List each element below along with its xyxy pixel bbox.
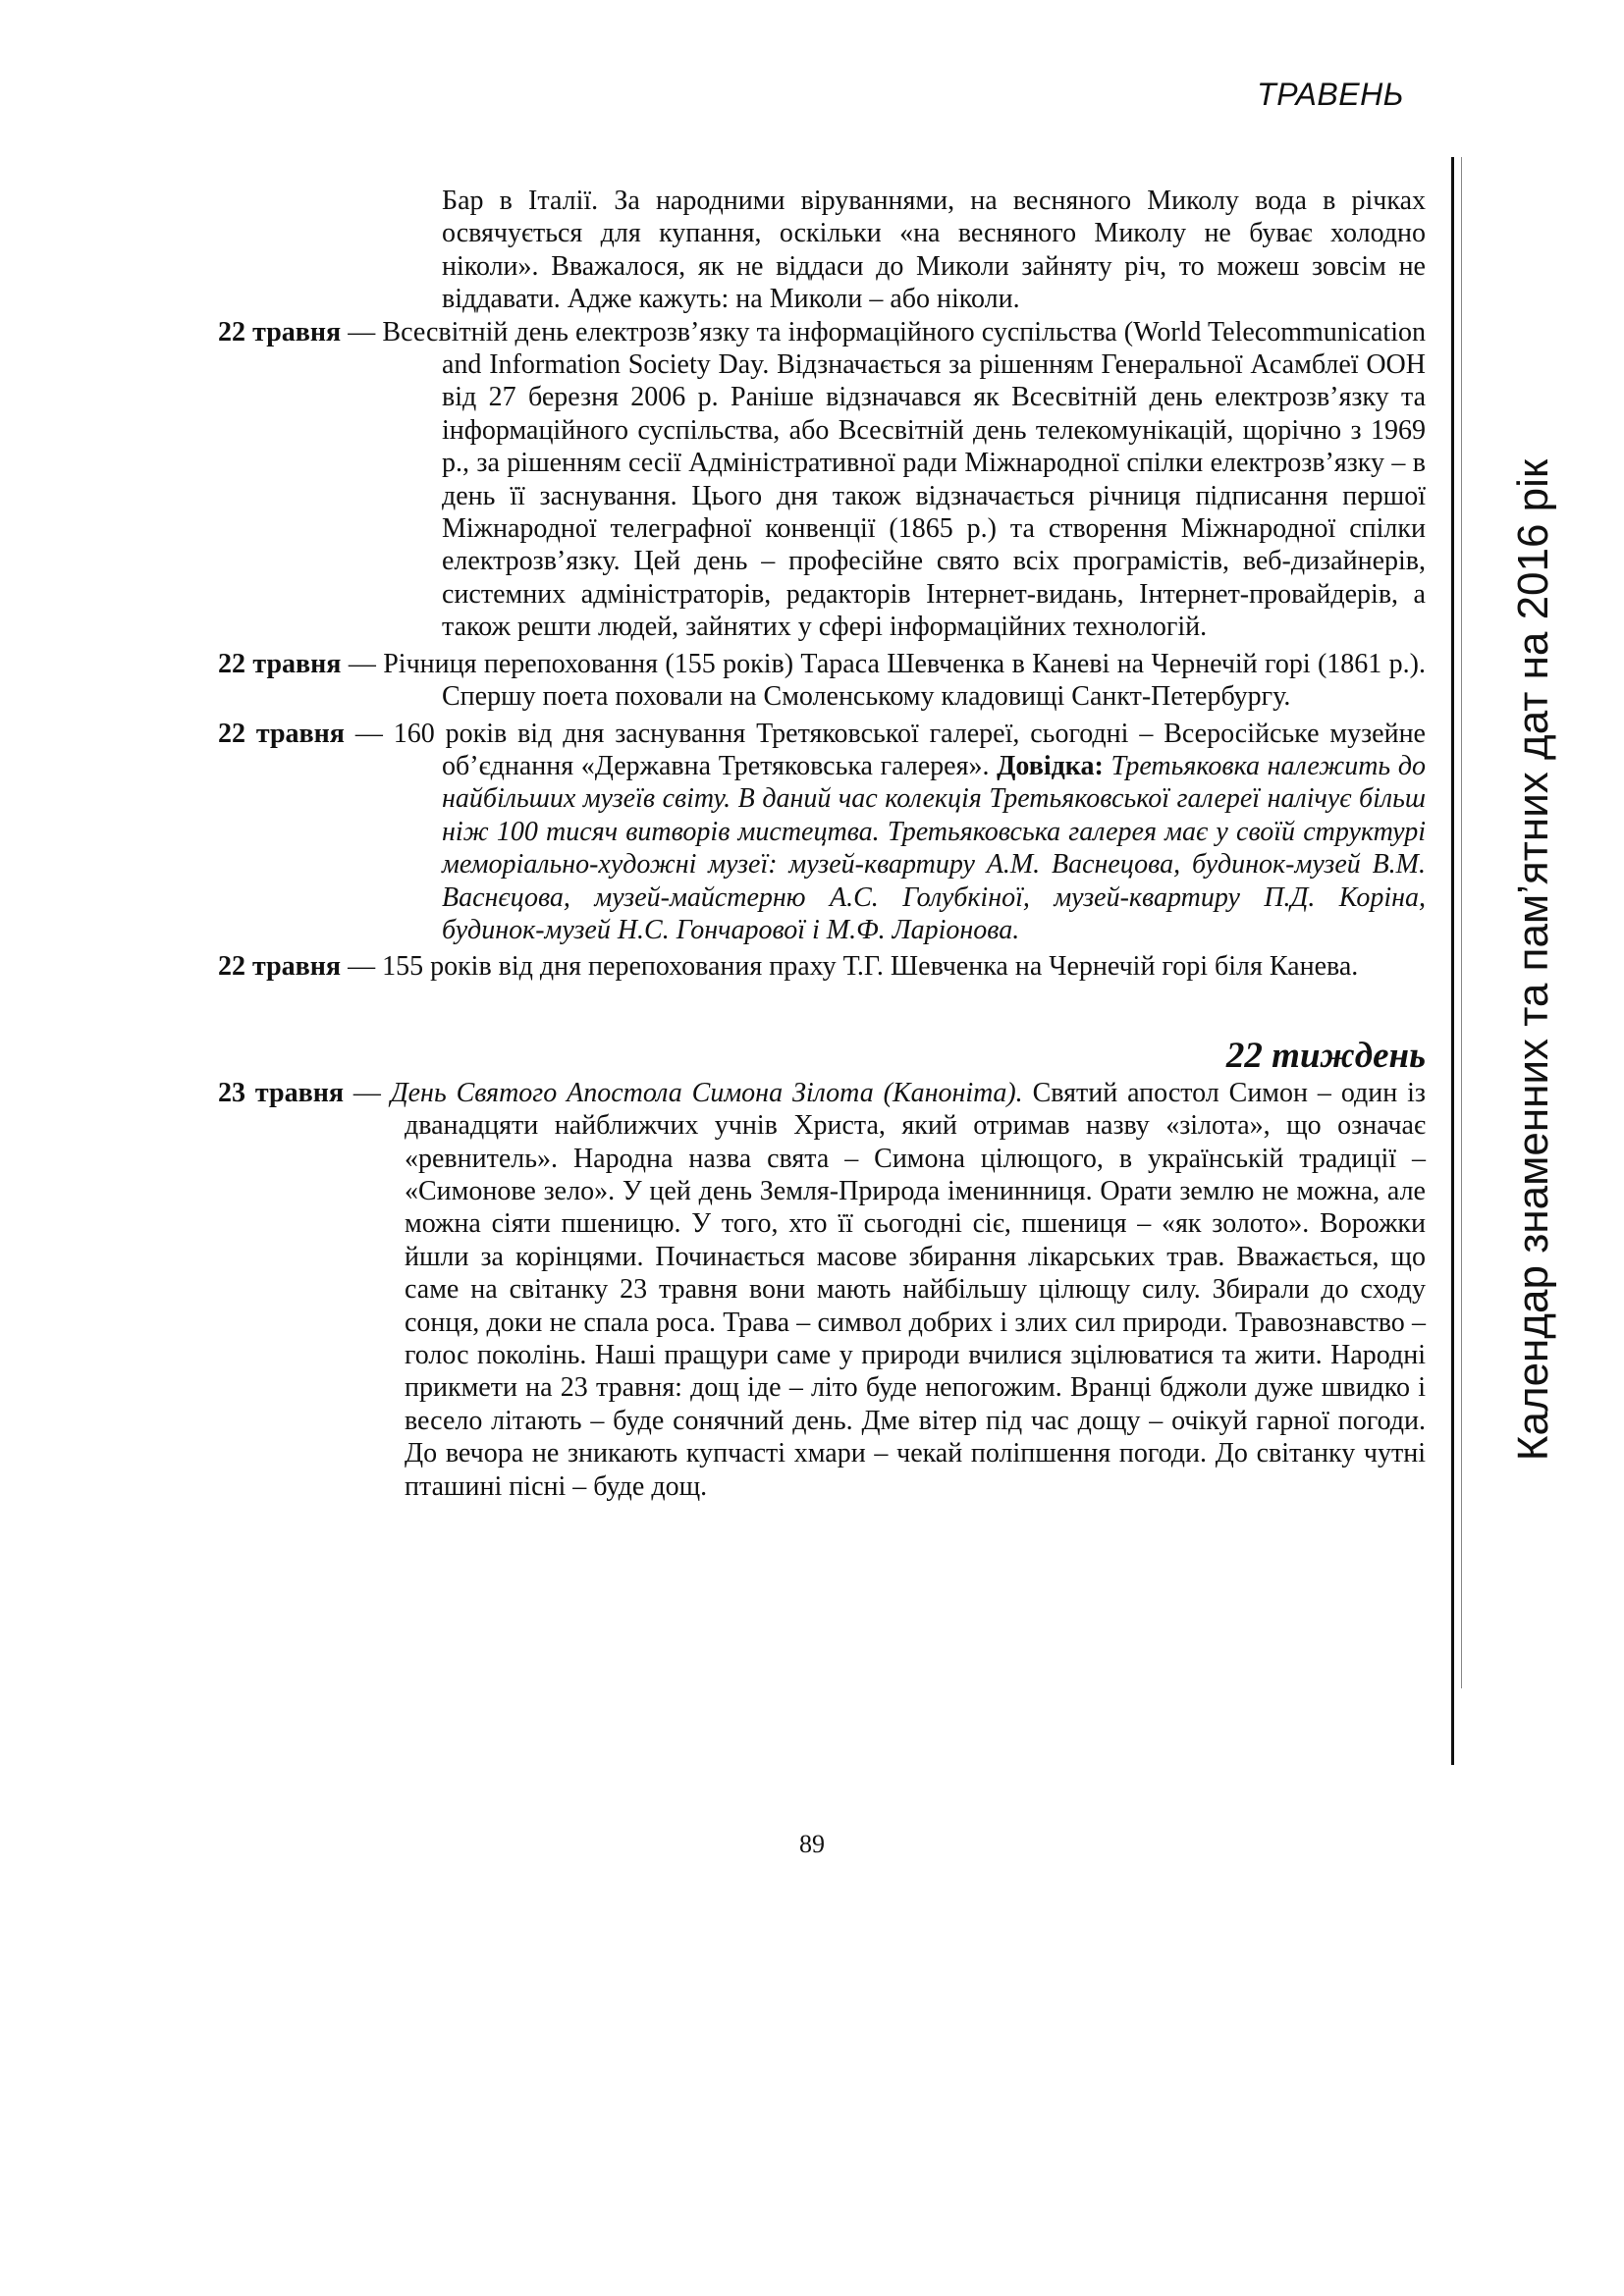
entry-dash: — [344,718,394,749]
entry-date: 23 травня [218,1077,344,1108]
continuation-paragraph: Бар в Італії. За народними віруваннями, на весняного Миколу вода в річках освячується для купання, оскільки «на весняного Миколу не буває холодно ніколи». Вважалося, як не віддаси до Миколи зайняту річ, то можеш зовсім не віддавати. Адже кажуть: на Миколи – або ніколи. [442,186,1426,315]
calendar-entry [218,648,1426,714]
week-heading: 22 тиждень [1225,1035,1426,1076]
entry-date: 22 травня [218,951,342,983]
entry-date: 22 травня [218,718,345,749]
entry-title: День Святого Апостола Симона Зілота (Канонітa). [390,1077,1023,1108]
entry-text: Святий апостол Симон – один із дванадцяти найближчих учнів Христа, який отримав назву «зілота», що означає «ревнитель». Народна назва свята – Симона цілющого, в українській традиції – «Симонове зело». У цей день Земля-Природа іменинниця. Орати землю не можна, але можна сіяти пшеницю. У того, хто її сьогодні сіє, пшениця – «як золото». Ворожки йшли за корінцями. Починається масове збирання лікарських трав. Вважається, що саме на світанку 23 травня вони мають найбільшу цілющу силу. Збирали до сходу сонця, доки не спала роса. Трава – символ добрих і злих сил природи. Травознавство – голос поколінь. Наші пращури саме у природи вчилися зцілюватися та жити. Народні прикмети на 23 травня: дощ іде – літо буде непогожим. Вранці бджоли дуже швидко і весело літають – буде сонячний день. Дме вітер під час дощу – очікуй гарної погоди. До вечора не зникають купчасті хмари – чекай поліпшення погоди. До світанку чутні пташині пісні – буде дощ. [405,1077,1426,1502]
side-rule [1451,157,1454,1765]
entry-dash: — [341,648,384,679]
calendar-entry [218,1077,1426,1503]
entry-note: Третьяковка належить до найбільших музеїв світу. В даний час колекція Третьяковської галереї налічує більш ніж 100 тисяч витворів мистецтва. Третьяковська галерея має у своїй структурі меморіально-художні музеї: музей-квартиру А.М. Васнецова, будинок-музей В.М. Васнєцова, музей-майстерню А.С. Голубкіної, музей-квартиру П.Д. Коріна, будинок-музей Н.С. Гончарової і М.Ф. Ларіонова. [442,750,1426,945]
entry-dash: — [341,951,383,983]
entry-dash: — [343,1077,391,1108]
calendar-entry [218,316,1426,644]
side-title: Календар знаменних та пам’ятних дат на 2016 рік [1509,458,1557,1462]
entry-dash: — [341,316,383,347]
running-header: ТРАВЕНЬ [1257,77,1404,112]
entry-text: 160 років від дня заснування Третяковської галереї, сьогодні – Всеросійське музейне об’єднання «Державна Третяковська галерея». [393,718,1426,781]
entry-date: 22 травня [218,648,342,679]
note-label: Довідка: [997,750,1104,781]
calendar-entry [218,950,1426,983]
calendar-entry [218,718,1426,947]
entry-text: Всесвітній день електрозв’язку та інформаційного суспільства (World Telecommunication and Information Society Day. Відзначається за рішенням Генеральної Асамблеї ООН від 27 березня 2006 р. Раніше відзначався як Всесвітній день електрозв’язку та інформаційного суспільства, або Всесвітній день телекомунікацій, щорічно з 1969 р., за рішенням сесії Адміністративної ради Міжнародної спілки електрозв’язку – в день її заснування. Цього дня також відзначається річниця підписання першої Міжнародної телеграфної конвенції (1865 р.) та створення Міжнародної спілки електрозв’язку. Цей день – професійне свято всіх програмістів, веб-дизайнерів, системних адміністраторів, редакторів Інтернет-видань, Інтернет-провайдерів, а також решти людей, зайнятих у сфері інформаційних технологій. [382,316,1426,643]
entry-text: Річниця перепоховання (155 років) Тараса Шевченка в Каневі на Чернечій горі (1861 р.). Спершу поета поховали на Смоленському кладовищі Санкт-Петербургу. [383,648,1427,713]
entry-text: 155 років від дня перепохования праху Т.Г. Шевченка на Чернечій горі біля Канева. [382,951,1359,983]
page-content [218,157,1426,1503]
page-number: 89 [799,1830,825,1858]
side-rule-thin [1461,157,1462,1688]
entry-date: 22 травня [218,316,342,347]
